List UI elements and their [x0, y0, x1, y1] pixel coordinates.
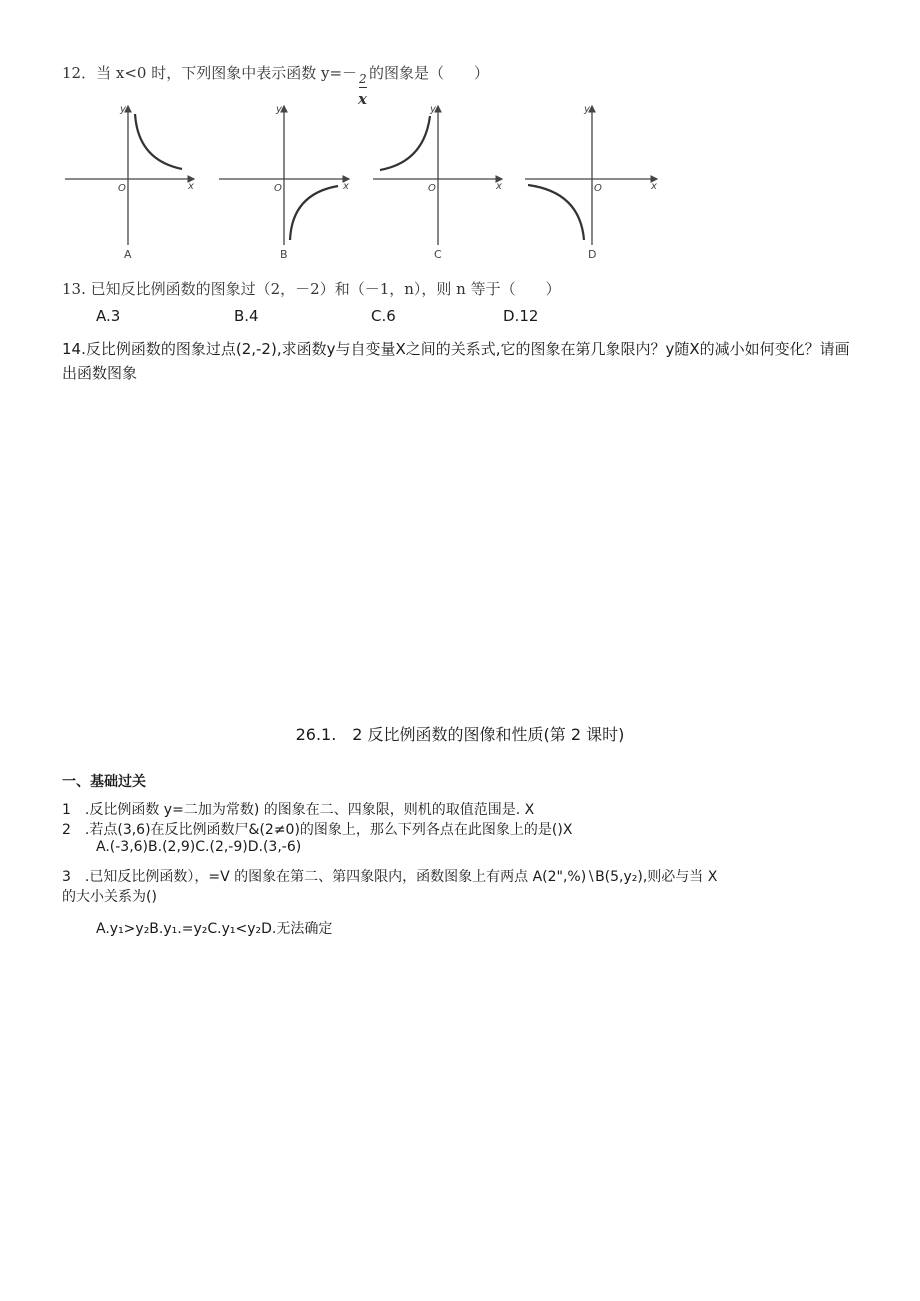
graph-d [525, 104, 657, 261]
hyperbola-branch [380, 116, 430, 170]
origin-label: O [428, 183, 436, 194]
q12-denominator: x [358, 90, 367, 108]
section-title: 26.1. 2 反比例函数的图像和性质(第 2 课时) [295, 725, 625, 744]
hyperbola-branch [135, 114, 182, 169]
item-2: 2 .若点(3,6)在反比例函数尸&(2≠0)的图象上，那么下列各点在此图象上的是()X [62, 822, 573, 838]
axis-x-label: x [188, 181, 194, 192]
graph-label-a: A [124, 248, 132, 261]
item-3-line-1: 3 .已知反比例函数），=V 的图象在第二、第四象限内，函数图象上有两点 A(2",%)∖B(5,y₂),则必与当 X [62, 869, 718, 885]
axis-x-label: x [496, 181, 502, 192]
q12-suffix: 的图象是（ ） [369, 64, 490, 82]
item-3-options: A.y₁>y₂B.y₁.=y₂C.y₁<y₂D.无法确定 [96, 921, 333, 937]
graph-label-c: C [434, 248, 442, 261]
item-1: 1 .反比例函数 y=二加为常数) 的图象在二、四象限，则机的取值范围是. X [62, 802, 535, 818]
axis-y-label: y [430, 104, 436, 115]
section-heading: 一、基础过关 [62, 774, 146, 790]
q13-option-c: C.6 [371, 307, 396, 325]
q13-option-a: A.3 [96, 307, 121, 325]
graph-c [373, 104, 502, 261]
graph-label-b: B [280, 248, 288, 261]
q13-option-b: B.4 [234, 307, 259, 325]
axis-x-label: x [651, 181, 657, 192]
item-3-line-2: 的大小关系为() [62, 889, 157, 905]
axis-y-label: y [120, 104, 126, 115]
hyperbola-branch [290, 186, 338, 240]
question-13: 13. 已知反比例函数的图象过（2，－2）和（－1，n），则 n 等于（ ） [62, 280, 561, 298]
q12-graphs-figure [62, 100, 662, 270]
origin-label: O [274, 183, 282, 194]
item-2-options: A.(-3,6)B.(2,9)C.(2,-9)D.(3,-6) [96, 839, 302, 855]
question-14: 14.反比例函数的图象过点(2,-2),求函数y与自变量X之间的关系式,它的图象在第几象限内？y随X的减小如何变化？请画出函数图象 [62, 340, 850, 382]
q12-numerator: 2 [359, 72, 367, 86]
origin-label: O [118, 183, 126, 194]
origin-label: O [594, 183, 602, 194]
axis-y-label: y [584, 104, 590, 115]
axis-x-label: x [343, 181, 349, 192]
question-12 [62, 62, 490, 108]
fraction-bar [359, 87, 367, 88]
axis-y-label: y [276, 104, 282, 115]
q13-option-d: D.12 [503, 307, 539, 325]
hyperbola-branch [528, 185, 584, 240]
graph-b [219, 104, 349, 261]
graph-label-d: D [588, 248, 597, 261]
graph-a [65, 104, 194, 261]
q12-prefix: 12．当 x<0 时，下列图象中表示函数 y=－ [62, 64, 358, 82]
